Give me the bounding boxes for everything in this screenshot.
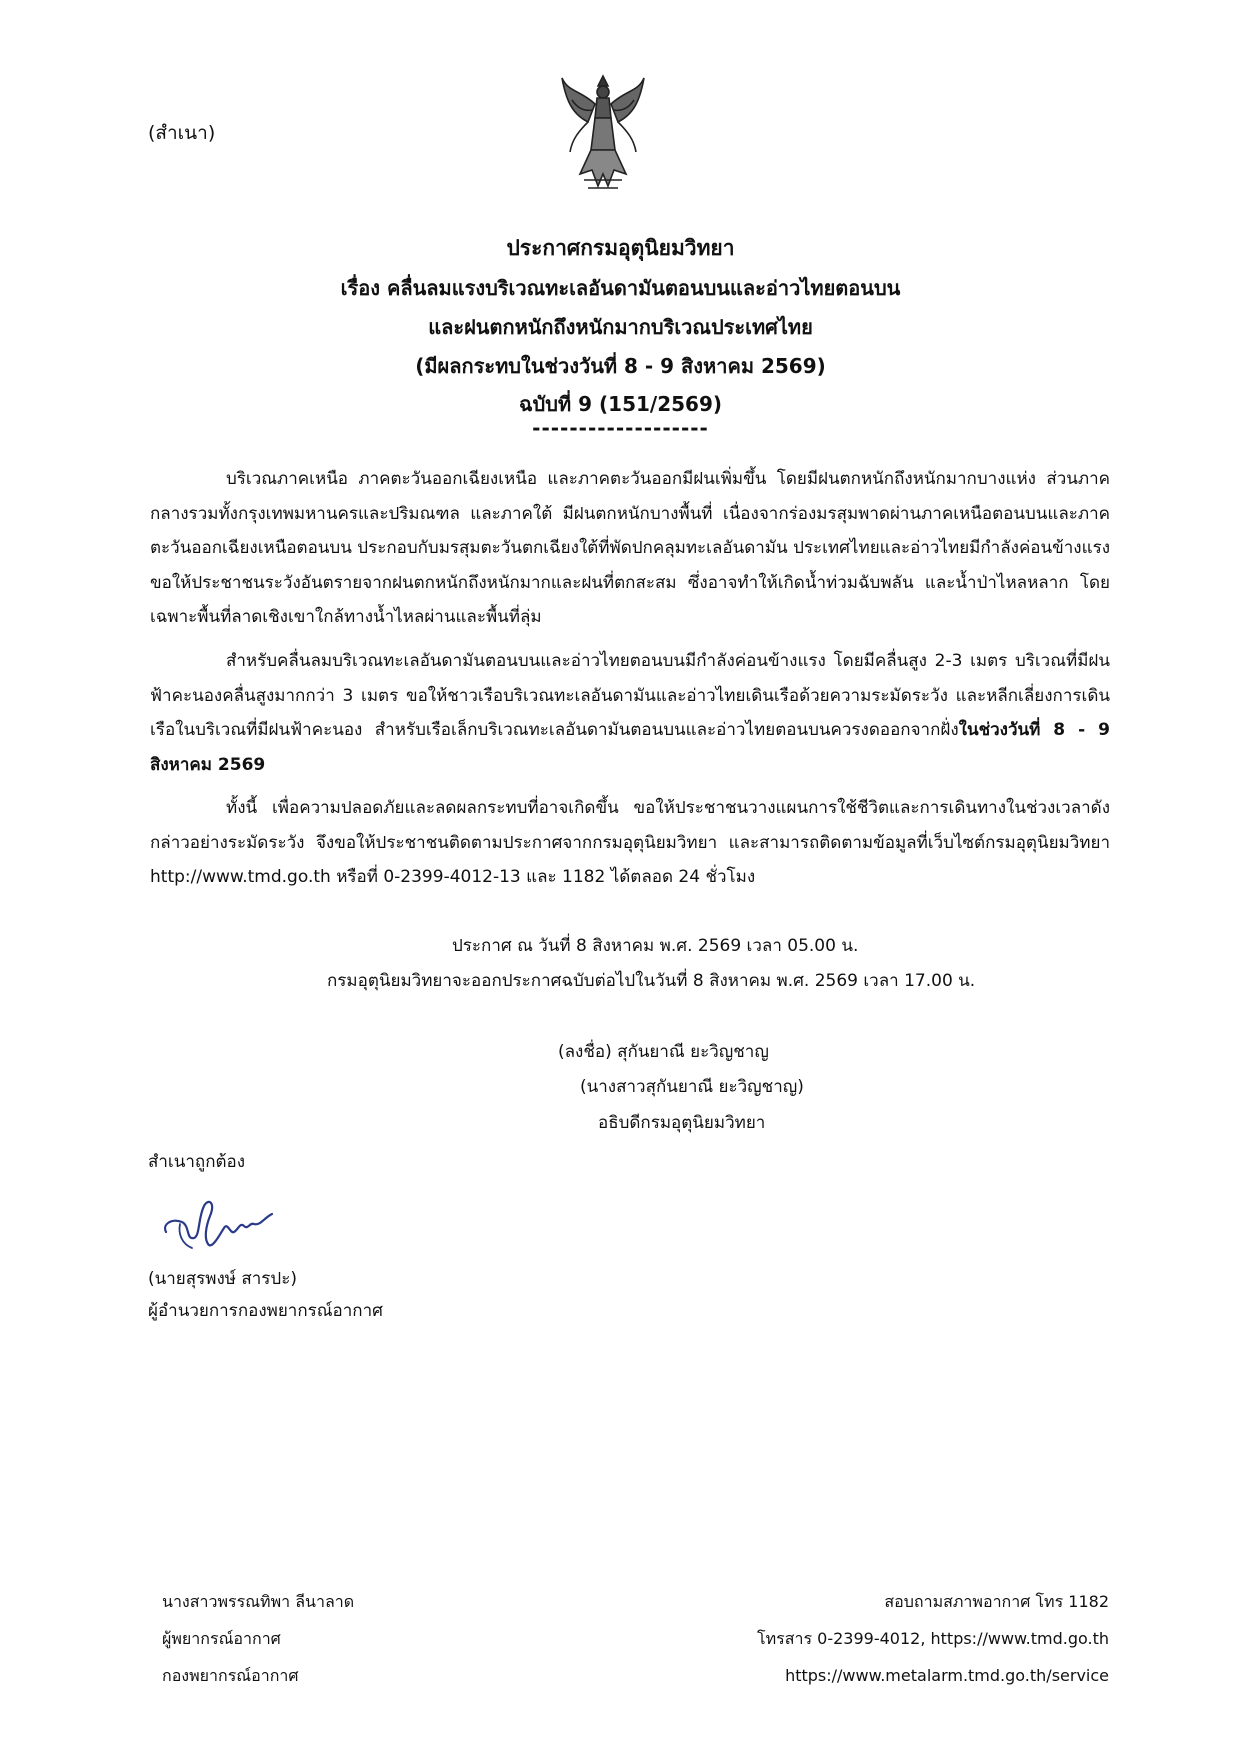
body-paragraph-2 bbox=[150, 644, 1110, 782]
footer-forecaster bbox=[162, 1583, 354, 1694]
certifier-position: ผู้อำนวยการกองพยากรณ์อากาศ bbox=[148, 1301, 383, 1321]
contact-phone: สอบถามสภาพอากาศ โทร 1182 bbox=[884, 1592, 1109, 1611]
paragraph-2-text bbox=[150, 644, 1110, 782]
certifier-name: (นายสุรพงษ์ สารปะ) bbox=[148, 1269, 297, 1289]
signatory-full-name: (นางสาวสุกันยาณี ยะวิญชาญ) bbox=[580, 1077, 804, 1097]
title-divider: ------------------- bbox=[532, 416, 709, 440]
subject-line-1: เรื่อง คลื่นลมแรงบริเวณทะเลอันดามันตอนบนและอ่าวไทยตอนบน bbox=[340, 276, 901, 300]
certified-copy-label: สำเนาถูกต้อง bbox=[148, 1152, 246, 1172]
contact-service-url: https://www.metalarm.tmd.go.th/service bbox=[785, 1666, 1109, 1685]
issue-number: ฉบับที่ 9 (151/2569) bbox=[518, 392, 723, 416]
copy-mark: (สำเนา) bbox=[148, 122, 216, 144]
garuda-emblem-icon bbox=[558, 70, 648, 195]
contact-fax-website: โทรสาร 0-2399-4012, https://www.tmd.go.th bbox=[757, 1629, 1109, 1648]
paragraph-2-main: สำหรับคลื่นลมบริเวณทะเลอันดามันตอนบนและอ่าวไทยตอนบนมีกำลังค่อนข้างแรง โดยมีคลื่นสูง 2-3 เมตร บริเวณที่มีฝนฟ้าคะนองคลื่นสูงมากกว่า 3 เมตร ขอให้ชาวเรือบริเวณทะเลอันดามันและอ่าวไทยเดินเรือด้วยความระมัดระวัง และหลีกเลี่ยงการเดินเรือในบริเวณที่มีฝนฟ้าคะนอง สำหรับเรือเล็กบริเวณทะเลอันดามันตอนบนและอ่าวไทยตอนบนควรงดออกจากฝั่ง bbox=[150, 651, 1110, 740]
signatory-signed: (ลงชื่อ) สุกันยาณี ยะวิญชาญ bbox=[558, 1042, 769, 1062]
signatory-position: อธิบดีกรมอุตุนิยมวิทยา bbox=[598, 1113, 766, 1133]
subject-line-2: และฝนตกหนักถึงหนักมากบริเวณประเทศไทย bbox=[428, 315, 813, 339]
forecaster-role: ผู้พยากรณ์อากาศ bbox=[162, 1629, 281, 1648]
next-issue-note: กรมอุตุนิยมวิทยาจะออกประกาศฉบับต่อไปในวันที่ 8 สิงหาคม พ.ศ. 2569 เวลา 17.00 น. bbox=[327, 971, 976, 991]
forecaster-division: กองพยากรณ์อากาศ bbox=[162, 1666, 299, 1685]
announcement-title: ประกาศกรมอุตุนิยมวิทยา bbox=[506, 236, 735, 260]
issued-date: ประกาศ ณ วันที่ 8 สิงหาคม พ.ศ. 2569 เวลา 05.00 น. bbox=[452, 936, 859, 956]
paragraph-1-text: บริเวณภาคเหนือ ภาคตะวันออกเฉียงเหนือ และภาคตะวันออกมีฝนเพิ่มขึ้น โดยมีฝนตกหนักถึงหนักมากบางแห่ง ส่วนภาคกลางรวมทั้งกรุงเทพมหานครและปริมณฑล และภาคใต้ มีฝนตกหนักบางพื้นที่ เนื่องจากร่องมรสุมพาดผ่านภาคเหนือตอนบนและภาคตะวันออกเฉียงเหนือตอนบน ประกอบกับมรสุมตะวันตกเฉียงใต้ที่พัดปกคลุมทะเลอันดามัน ประเทศไทยและอ่าวไทยมีกำลังค่อนข้างแรง ขอให้ประชาชนระวังอันตรายจากฝนตกหนักถึงหนักมากและฝนที่ตกสะสม ซึ่งอาจทำให้เกิดน้ำท่วมฉับพลัน และน้ำป่าไหลหลาก โดยเฉพาะพื้นที่ลาดเชิงเขาใกล้ทางน้ำไหลผ่านและพื้นที่ลุ่ม bbox=[150, 469, 1110, 627]
footer-contact bbox=[757, 1583, 1109, 1694]
handwritten-signature bbox=[160, 1188, 278, 1260]
paragraph-2-bold: ในช่วงวันที่ 8 - 9 สิงหาคม 2569 bbox=[150, 720, 1110, 775]
forecaster-name: นางสาวพรรณทิพา ลีนาลาด bbox=[162, 1592, 355, 1611]
effect-period: (มีผลกระทบในช่วงวันที่ 8 - 9 สิงหาคม 2569) bbox=[415, 354, 826, 378]
body-paragraph-1 bbox=[150, 462, 1110, 635]
paragraph-3-text: ทั้งนี้ เพื่อความปลอดภัยและลดผลกระทบที่อาจเกิดขึ้น ขอให้ประชาชนวางแผนการใช้ชีวิตและการเดินทางในช่วงเวลาดังกล่าวอย่างระมัดระวัง จึงขอให้ประชาชนติดตามประกาศจากกรมอุตุนิยมวิทยา และสามารถติดตามข้อมูลที่เว็บไซต์กรมอุตุนิยมวิทยา http://www.tmd.go.th หรือที่ 0-2399-4012-13 และ 1182 ได้ตลอด 24 ชั่วโมง bbox=[150, 798, 1110, 887]
body-paragraph-3 bbox=[150, 791, 1110, 895]
